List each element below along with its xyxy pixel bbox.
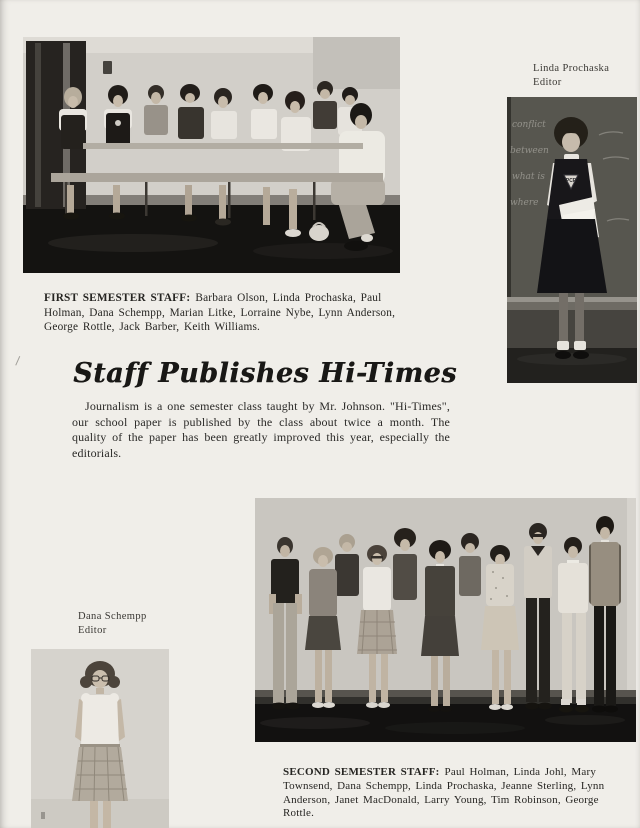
first-semester-caption — [44, 291, 414, 335]
chalk-word-2: between — [510, 146, 549, 156]
dana-editor-name: Dana Schempp — [78, 611, 147, 622]
pencil-tick-mark — [15, 356, 25, 368]
dana-schempp-photo — [31, 649, 169, 828]
linda-editor-name: Linda Prochaska — [533, 63, 610, 74]
second-semester-caption-label: SECOND SEMESTER STAFF: — [283, 766, 440, 778]
first-semester-caption-label: FIRST SEMESTER STAFF: — [44, 292, 191, 305]
linda-editor-title: Editor — [533, 76, 562, 88]
pcp-emblem-text: PCP — [565, 178, 577, 184]
first-semester-photo — [23, 37, 400, 273]
article-body: Journalism is a one semester class taught by Mr. Johnson. "Hi-Times", our school paper is published by the class about twice a month. The quality of the paper has been greatly improved this year, especially the editorials. — [72, 399, 450, 460]
linda-editor-label — [533, 62, 609, 89]
second-semester-caption — [283, 766, 619, 821]
group-photo-illustration — [255, 498, 636, 742]
chalk-word-4: where — [510, 198, 539, 208]
dana-photo-illustration — [31, 649, 169, 828]
chalk-word-1: conflict — [512, 120, 546, 130]
dana-editor-label — [78, 610, 147, 637]
first-semester-caption-names: Barbara Olson, Linda Prochaska, Paul Holman, Dana Schempp, Marian Litke, Lorraine Nybe, Lynn Anderson, George Rottle, Jack Barber, Keith Williams. — [44, 292, 396, 334]
scan-speck — [41, 812, 45, 819]
linda-prochaska-photo — [507, 97, 637, 383]
second-semester-caption-names: Paul Holman, Linda Johl, Mary Townsend, Dana Schempp, Linda Prochaska, Jeanne Sterling, Lynn Anderson, Janet MacDonald, Larry Young, Tim Robinson, George Rottle. — [283, 766, 605, 820]
article-headline: Staff Publishes Hi-Times — [73, 358, 457, 389]
second-semester-photo — [255, 498, 636, 742]
dana-editor-title: Editor — [78, 624, 107, 636]
chalk-word-3: what is — [512, 172, 545, 182]
linda-photo-illustration — [507, 97, 637, 383]
classroom-photo-illustration — [23, 37, 400, 273]
